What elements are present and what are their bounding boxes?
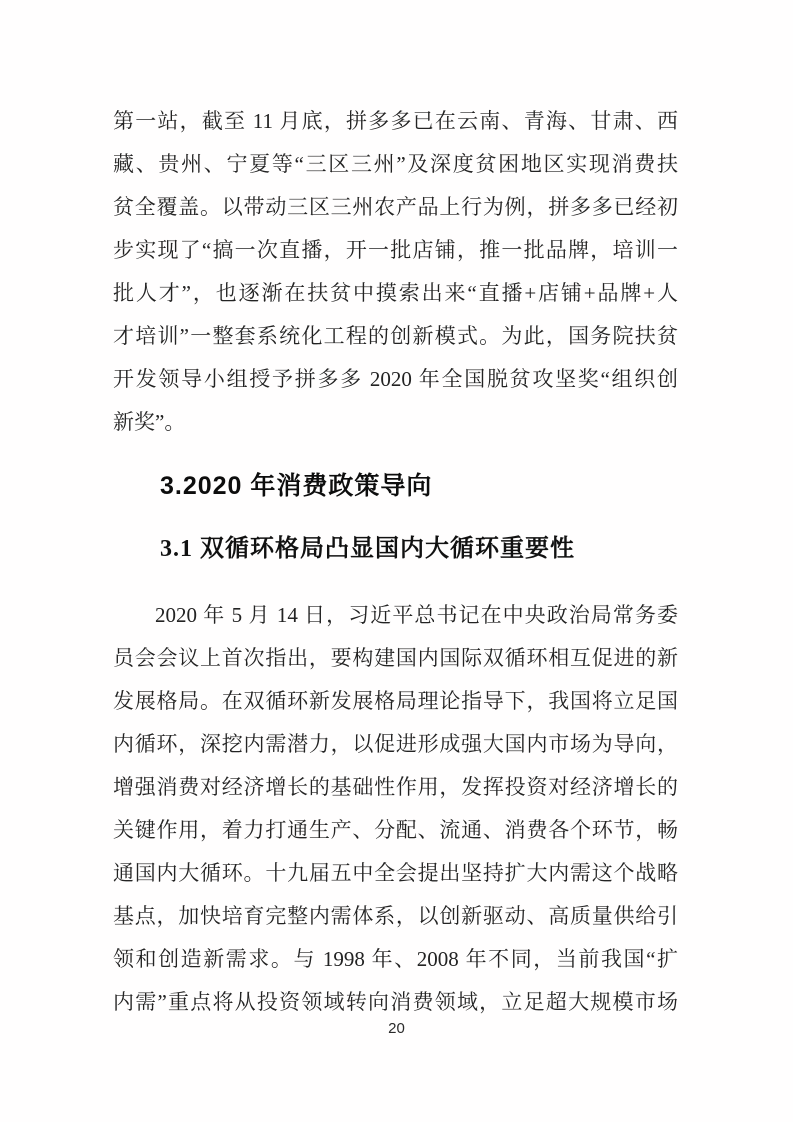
- page-number: 20: [388, 1020, 405, 1037]
- text-line: 步实现了“搞一次直播，开一批店铺，推一批品牌，培训一: [113, 238, 678, 262]
- paragraph-dual-circulation-policy: [113, 594, 678, 1024]
- text-line: 才培训”一整套系统化工程的创新模式。为此，国务院扶贫: [113, 324, 678, 348]
- text-line: 第一站，截至 11 月底，拼多多已在云南、青海、甘肃、西: [113, 109, 678, 133]
- text-line: 批人才”，也逐渐在扶贫中摸索出来“直播+店铺+品牌+人: [113, 281, 678, 305]
- page-content: [113, 100, 678, 1024]
- text-line: 开发领导小组授予拼多多 2020 年全国脱贫攻坚奖“组织创: [113, 367, 678, 391]
- text-line: 内需”重点将从投资领域转向消费领域，立足超大规模市场: [113, 990, 678, 1014]
- text-line: 通国内大循环。十九届五中全会提出坚持扩大内需这个战略: [113, 861, 678, 885]
- text-line: 增强消费对经济增长的基础性作用，发挥投资对经济增长的: [113, 775, 678, 799]
- text-line: 新奖”。: [113, 410, 186, 434]
- paragraph-consumption-poverty-alleviation: [113, 100, 678, 444]
- text-line: 藏、贵州、宁夏等“三区三州”及深度贫困地区实现消费扶: [113, 152, 678, 176]
- subsection-heading-dual-circulation: 3.1 双循环格局凸显国内大循环重要性: [160, 536, 575, 562]
- text-line: 2020 年 5 月 14 日，习近平总书记在中央政治局常务委: [155, 603, 678, 627]
- text-line: 员会会议上首次指出，要构建国内国际双循环相互促进的新: [113, 646, 678, 670]
- text-line: 内循环，深挖内需潜力，以促进形成强大国内市场为导向，: [113, 732, 678, 756]
- section-heading-2020-consumption-policy: 3.2020 年消费政策导向: [160, 472, 433, 500]
- text-line: 发展格局。在双循环新发展格局理论指导下，我国将立足国: [113, 689, 678, 713]
- text-line: 基点，加快培育完整内需体系，以创新驱动、高质量供给引: [113, 904, 678, 928]
- text-line: 关键作用，着力打通生产、分配、流通、消费各个环节，畅: [113, 818, 678, 842]
- text-line: 领和创造新需求。与 1998 年、2008 年不同，当前我国“扩: [113, 947, 678, 971]
- text-line: 贫全覆盖。以带动三区三州农产品上行为例，拼多多已经初: [113, 195, 678, 219]
